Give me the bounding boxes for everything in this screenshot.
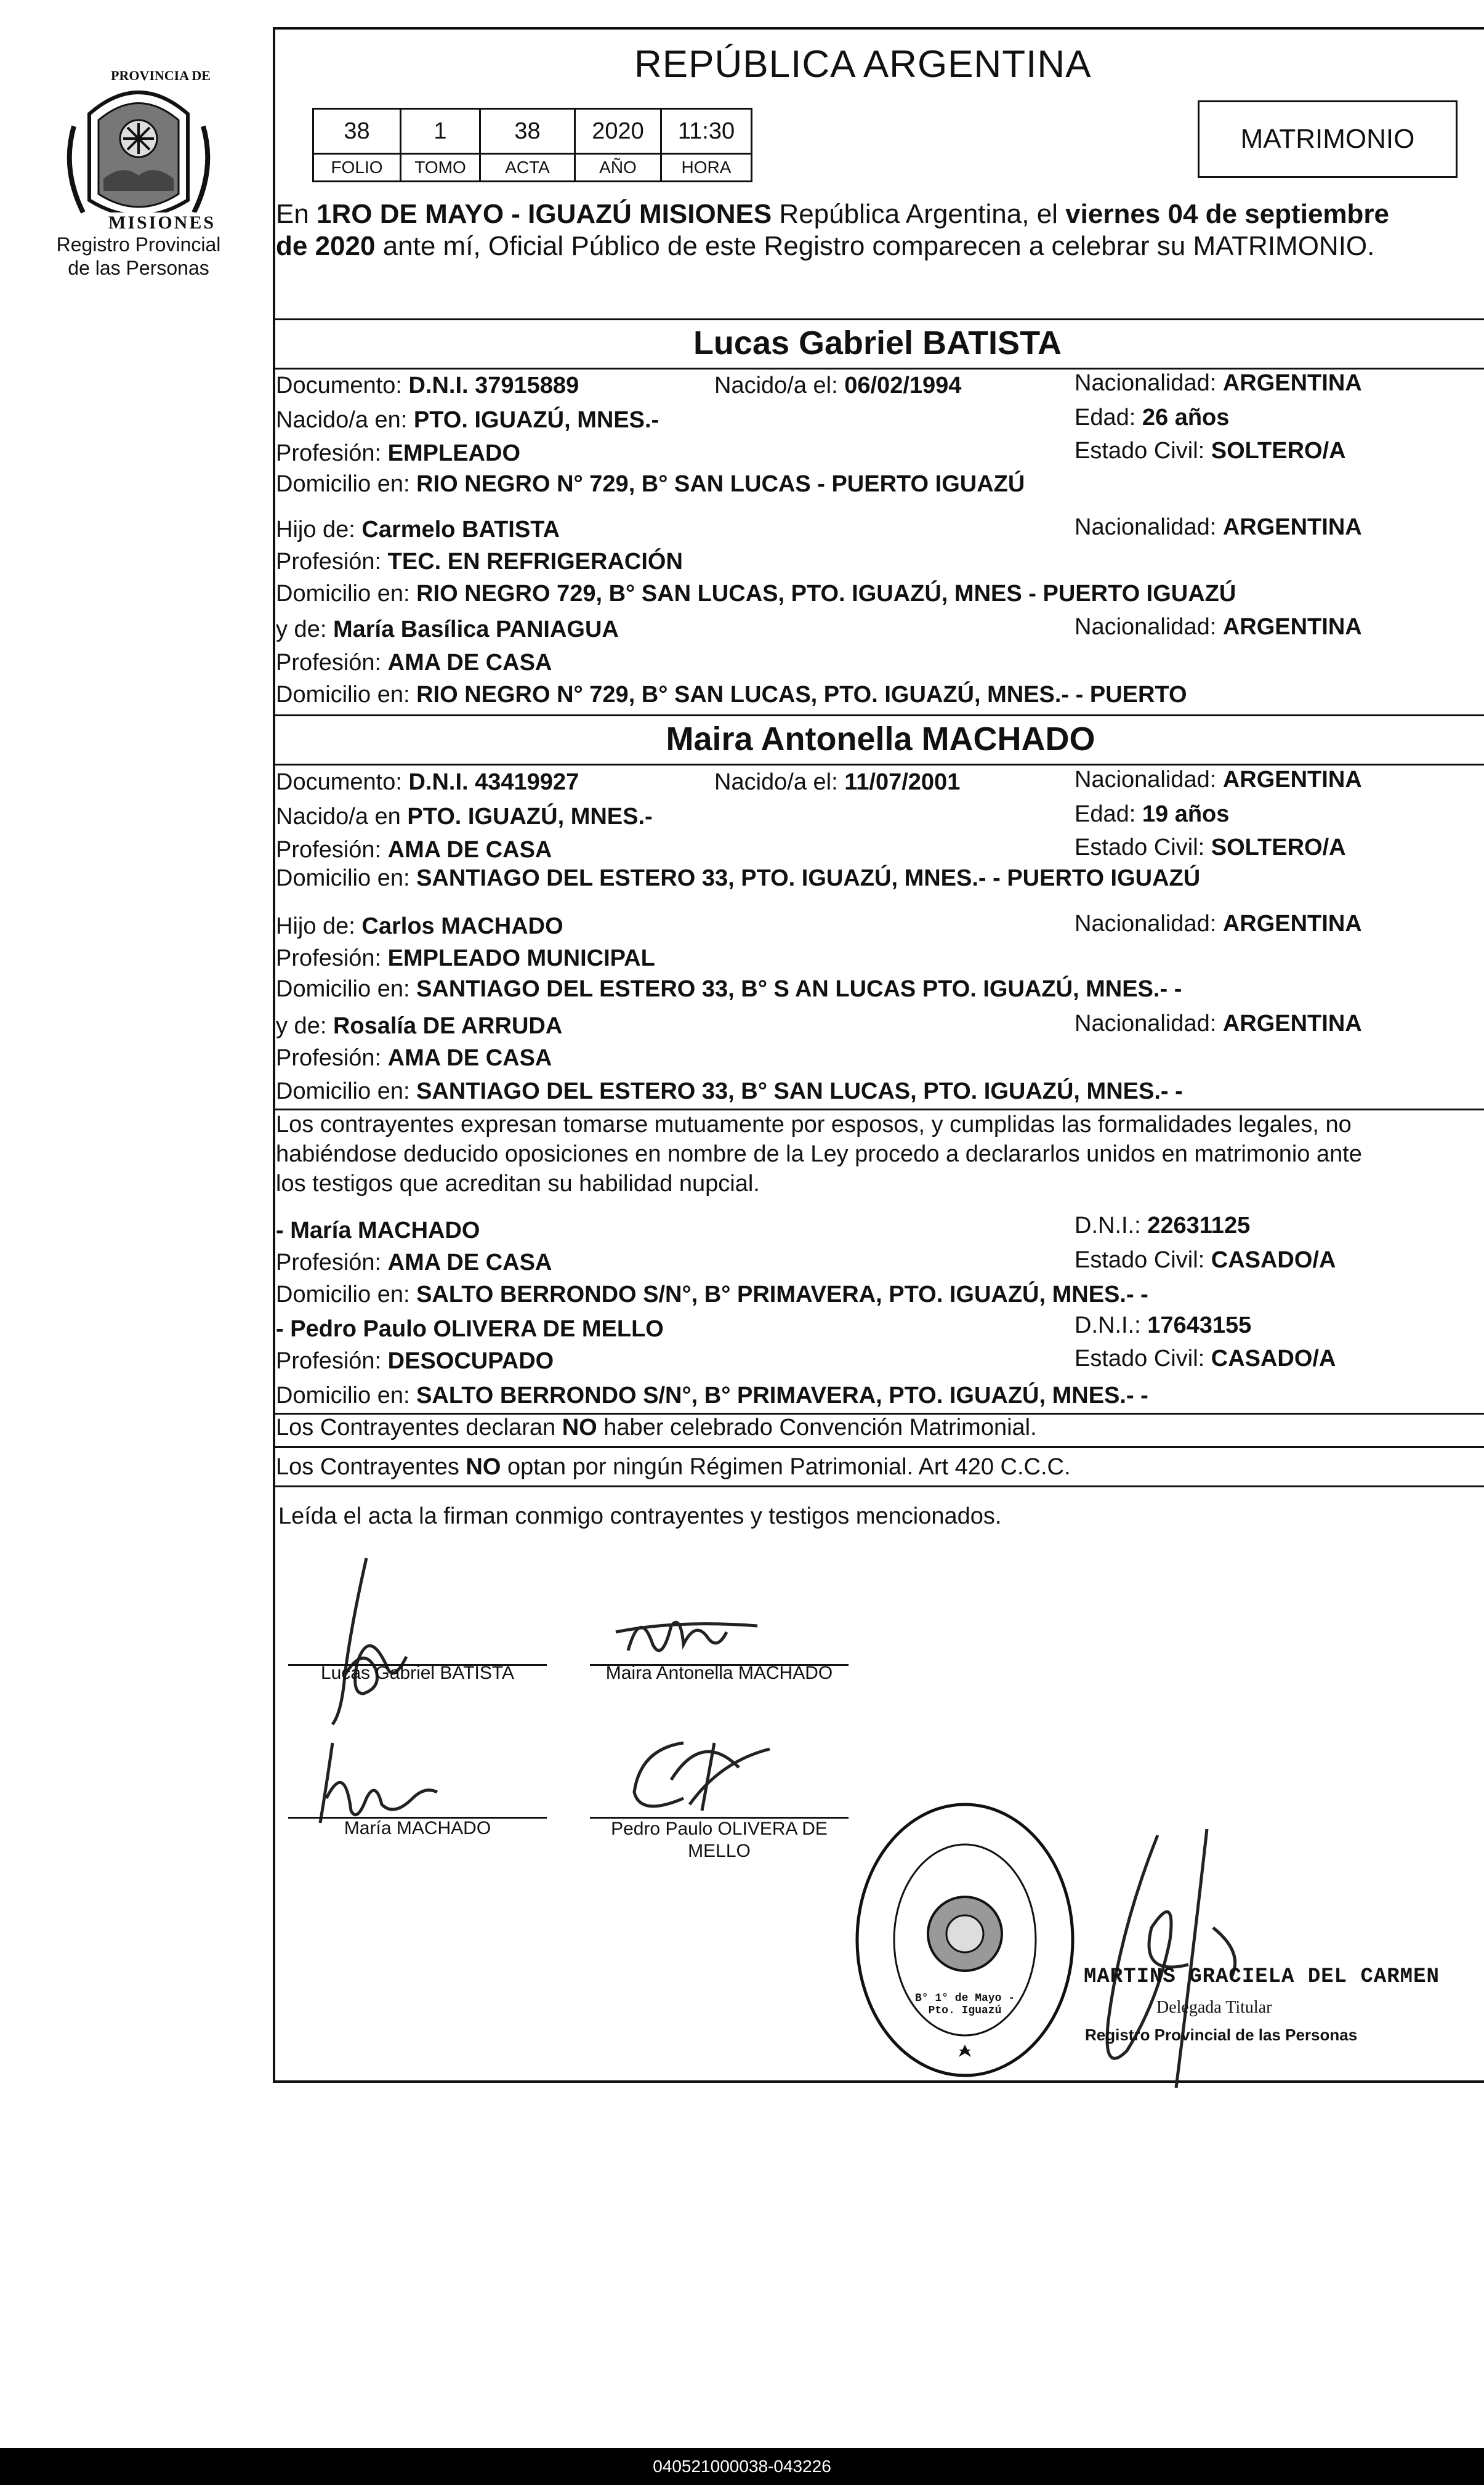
divider [273,1446,1484,1448]
witness-1-dni: D.N.I.: 22631125 [1075,1213,1251,1238]
groom-profession: Profesión: EMPLEADO [276,440,521,466]
logo-caption [25,233,252,280]
page-title: REPÚBLICA ARGENTINA [634,43,1092,86]
divider [273,714,1484,716]
province-emblem-icon [55,59,222,237]
bride-document: Documento: D.N.I. 43419927 [276,769,579,795]
divider [273,318,1484,320]
bride-mother: y de: Rosalía DE ARRUDA [276,1013,563,1039]
act-type-box: MATRIMONIO [1198,100,1458,178]
official-office: Registro Provincial de las Personas [1085,2026,1358,2044]
anio-value: 2020 [574,108,662,155]
witness-1-name: - María MACHADO [276,1218,480,1243]
hora-value: 11:30 [660,108,752,155]
tomo-value: 1 [400,108,481,155]
official-seal [851,1798,1079,2082]
convention-statement: Los Contrayentes declaran NO haber celebrado Convención Matrimonial. [276,1415,1037,1440]
bride-father-address: Domicilio en: SANTIAGO DEL ESTERO 33, B° S AN LUCAS PTO. IGUAZÚ, MNES.- - [276,976,1182,1002]
bride-mother-nationality: Nacionalidad: ARGENTINA [1075,1011,1362,1036]
acta-value: 38 [479,108,576,155]
anio-label: AÑO [574,153,662,182]
divider [273,764,1484,766]
groom-name: Lucas Gabriel BATISTA [693,325,1062,362]
witness-2-civil-status: Estado Civil: CASADO/A [1075,1346,1336,1372]
groom-document: Documento: D.N.I. 37915889 [276,373,579,398]
witness-2-signature-icon [616,1724,776,1823]
groom-mother-nationality: Nacionalidad: ARGENTINA [1075,614,1362,640]
province-logo [55,59,222,237]
official-name: MARTINS GRACIELA DEL CARMEN [1084,1965,1440,1989]
folio-value: 38 [312,108,401,155]
logo-caption-line1: Registro Provincial [56,233,221,256]
groom-birth-place: Nacido/a en: PTO. IGUAZÚ, MNES.- [276,407,659,433]
bride-signature-icon [603,1601,764,1669]
groom-father-address: Domicilio en: RIO NEGRO 729, B° SAN LUCAS, PTO. IGUAZÚ, MNES - PUERTO IGUAZÚ [276,581,1236,607]
witness-2-dni: D.N.I.: 17643155 [1075,1312,1252,1338]
logo-caption-line2: de las Personas [68,257,209,279]
regime-statement: Los Contrayentes NO optan por ningún Régimen Patrimonial. Art 420 C.C.C. [276,1454,1071,1480]
bride-nationality: Nacionalidad: ARGENTINA [1075,767,1362,793]
intro-line-2: de 2020 ante mí, Oficial Público de este Registro comparecen a celebrar su MATRIMONIO. [276,231,1375,261]
declaration-line-3: los testigos que acreditan su habilidad nupcial. [276,1171,760,1197]
divider [273,1485,1484,1487]
witness-2-profession: Profesión: DESOCUPADO [276,1348,554,1374]
groom-father-nationality: Nacionalidad: ARGENTINA [1075,514,1362,540]
intro-line-1: En 1RO DE MAYO - IGUAZÚ MISIONES República Argentina, el viernes 04 de septiembre [276,199,1390,229]
official-role: Delegada Titular [1156,1998,1272,2017]
groom-age: Edad: 26 años [1075,405,1230,430]
bride-signature-label: Maira Antonella MACHADO [605,1663,833,1683]
hora-label: HORA [660,153,752,182]
ceremony-place: 1RO DE MAYO - IGUAZÚ MISIONES [317,199,772,229]
bride-civil-status: Estado Civil: SOLTERO/A [1075,834,1346,860]
bride-father-nationality: Nacionalidad: ARGENTINA [1075,911,1362,937]
witness-1-profession: Profesión: AMA DE CASA [276,1250,552,1275]
closing-statement: Leída el acta la firman conmigo contrayentes y testigos mencionados. [278,1503,1002,1529]
groom-civil-status: Estado Civil: SOLTERO/A [1075,438,1346,464]
groom-signature-label: Lucas Gabriel BATISTA [320,1663,514,1683]
divider [273,1109,1484,1110]
groom-mother-profession: Profesión: AMA DE CASA [276,650,552,676]
groom-birth-date: Nacido/a el: 06/02/1994 [714,373,962,398]
bride-birth-date: Nacido/a el: 11/07/2001 [714,769,961,795]
witness-2-name: - Pedro Paulo OLIVERA DE MELLO [276,1316,664,1342]
witness-2-address: Domicilio en: SALTO BERRONDO S/N°, B° PRIMAVERA, PTO. IGUAZÚ, MNES.- - [276,1383,1148,1408]
bride-profession: Profesión: AMA DE CASA [276,837,552,863]
groom-father-profession: Profesión: TEC. EN REFRIGERACIÓN [276,549,683,575]
ceremony-year: de 2020 [276,231,376,261]
bride-age: Edad: 19 años [1075,801,1230,827]
bride-name: Maira Antonella MACHADO [666,721,1095,758]
logo-ring-top: PROVINCIA DE [111,68,211,83]
witness-1-signature-label: María MACHADO [344,1818,491,1838]
bride-address: Domicilio en: SANTIAGO DEL ESTERO 33, PTO. IGUAZÚ, MNES.- - PUERTO IGUAZÚ [276,865,1201,891]
groom-mother-address: Domicilio en: RIO NEGRO N° 729, B° SAN LUCAS, PTO. IGUAZÚ, MNES.- - PUERTO [276,682,1187,708]
groom-address: Domicilio en: RIO NEGRO N° 729, B° SAN LUCAS - PUERTO IGUAZÚ [276,471,1025,497]
bride-mother-address: Domicilio en: SANTIAGO DEL ESTERO 33, B° SAN LUCAS, PTO. IGUAZÚ, MNES.- - [276,1078,1183,1104]
witness-1-address: Domicilio en: SALTO BERRONDO S/N°, B° PRIMAVERA, PTO. IGUAZÚ, MNES.- - [276,1282,1148,1307]
document-code: 040521000038-043226 [653,2457,831,2476]
groom-signature-icon [308,1552,431,1731]
groom-father: Hijo de: Carmelo BATISTA [276,517,560,543]
groom-nationality: Nacionalidad: ARGENTINA [1075,370,1362,396]
witness-2-signature-label: Pedro Paulo OLIVERA DE MELLO [611,1819,828,1861]
declaration-line-2: habiéndose deducido oposiciones en nombre de la Ley procedo a declararlos unidos en matrimonio ante [276,1141,1362,1167]
acta-label: ACTA [479,153,576,182]
bride-mother-profession: Profesión: AMA DE CASA [276,1045,552,1071]
logo-ring-bottom: MISIONES [105,212,219,233]
folio-label: FOLIO [312,153,401,182]
declaration-line-1: Los contrayentes expresan tomarse mutuamente por esposos, y cumplidas las formalidades legales, no [276,1112,1352,1137]
seal-icon [851,1798,1079,2082]
bride-birth-place: Nacido/a en PTO. IGUAZÚ, MNES.- [276,804,653,830]
witness-1-civil-status: Estado Civil: CASADO/A [1075,1247,1336,1273]
seal-inner-text: B° 1° de Mayo - Pto. Iguazú [914,1992,1015,2017]
ceremony-date: viernes 04 de septiembre [1065,199,1390,229]
footer-bar [0,2448,1484,2485]
bride-father-profession: Profesión: EMPLEADO MUNICIPAL [276,945,655,971]
official-signature-icon [1084,1817,1256,2094]
groom-mother: y de: María Basílica PANIAGUA [276,616,619,642]
bride-father: Hijo de: Carlos MACHADO [276,913,563,939]
tomo-label: TOMO [400,153,481,182]
